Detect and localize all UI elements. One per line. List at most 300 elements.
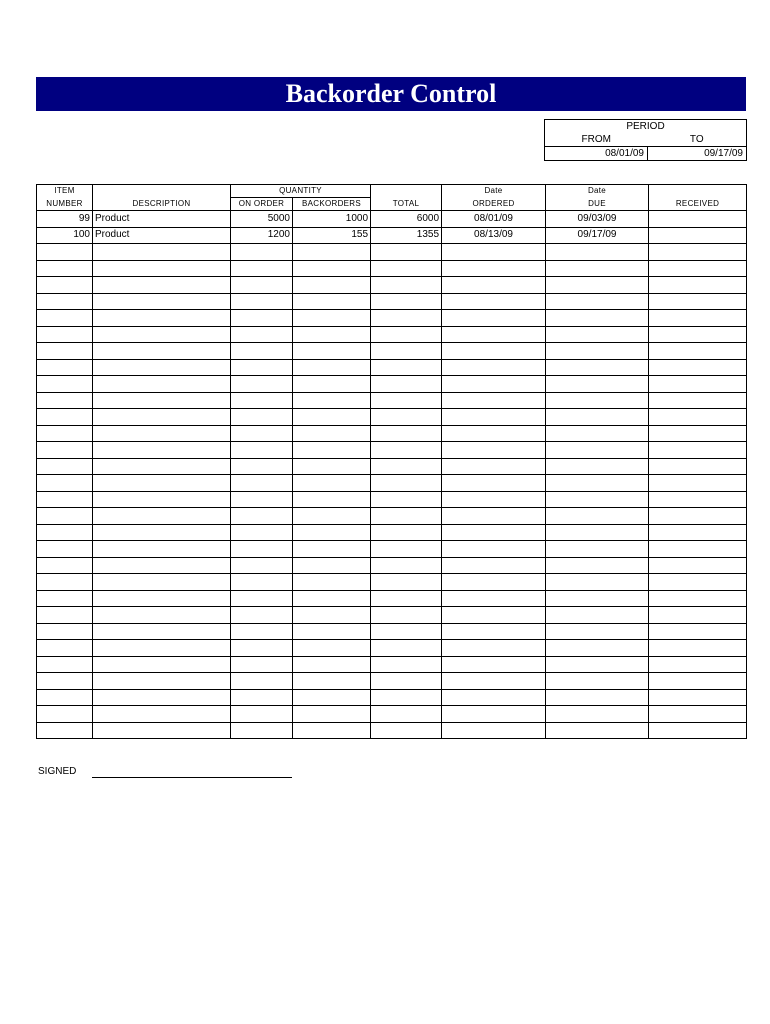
total-cell[interactable] [371,458,442,475]
due-date-cell[interactable] [546,673,649,690]
total-cell[interactable] [371,392,442,409]
empty-row [37,541,747,558]
due-date-cell[interactable] [546,376,649,393]
ordered-date-cell[interactable] [442,673,546,690]
backorders-cell[interactable] [293,343,371,360]
item-number-cell[interactable] [37,574,93,591]
ordered-date-cell[interactable] [442,524,546,541]
received-header-top [649,185,747,198]
due-date-cell[interactable] [546,326,649,343]
received-date-cell[interactable] [649,409,747,426]
ordered-date-cell[interactable] [442,392,546,409]
received-date-cell[interactable] [649,706,747,723]
total-cell[interactable] [371,656,442,673]
description-cell[interactable] [93,442,231,459]
empty-row [37,656,747,673]
backorders-cell[interactable] [293,359,371,376]
due-date-cell[interactable] [546,607,649,624]
description-cell[interactable] [93,656,231,673]
backorders-cell[interactable] [293,673,371,690]
on-order-header: ON ORDER [231,198,293,211]
item-number-cell[interactable] [37,376,93,393]
item-number-cell[interactable] [37,656,93,673]
backorders-cell[interactable] [293,722,371,739]
empty-row [37,277,747,294]
item-number-cell[interactable]: 100 [37,227,93,244]
backorders-cell[interactable] [293,409,371,426]
on-order-cell[interactable] [231,656,293,673]
backorders-cell[interactable] [293,491,371,508]
item-number-cell[interactable] [37,623,93,640]
item-number-cell[interactable] [37,722,93,739]
description-cell[interactable] [93,376,231,393]
description-cell[interactable] [93,343,231,360]
received-date-cell[interactable] [649,310,747,327]
on-order-cell[interactable]: 5000 [231,211,293,228]
due-date-cell[interactable] [546,475,649,492]
received-date-cell[interactable] [649,607,747,624]
on-order-cell[interactable] [231,425,293,442]
header-row-1 [37,185,747,198]
ordered-date-cell[interactable] [442,475,546,492]
backorders-cell[interactable] [293,277,371,294]
backorders-cell[interactable] [293,541,371,558]
on-order-cell[interactable] [231,508,293,525]
item-number-cell[interactable] [37,458,93,475]
empty-row [37,392,747,409]
total-cell[interactable] [371,425,442,442]
ordered-date-cell[interactable] [442,590,546,607]
ordered-date-cell[interactable] [442,277,546,294]
item-number-cell[interactable] [37,343,93,360]
on-order-cell[interactable] [231,293,293,310]
ordered-date-cell[interactable] [442,508,546,525]
received-date-cell[interactable] [649,277,747,294]
total-cell[interactable] [371,541,442,558]
total-cell[interactable] [371,475,442,492]
empty-row [37,722,747,739]
description-cell[interactable] [93,590,231,607]
ordered-date-cell[interactable] [442,409,546,426]
item-number-cell[interactable] [37,293,93,310]
backorders-cell[interactable] [293,392,371,409]
on-order-cell[interactable] [231,260,293,277]
backorders-cell[interactable] [293,524,371,541]
on-order-cell[interactable] [231,277,293,294]
backorders-cell[interactable] [293,425,371,442]
ordered-date-cell[interactable] [442,689,546,706]
received-date-cell[interactable] [649,211,747,228]
due-date-cell[interactable] [546,260,649,277]
received-date-cell[interactable] [649,590,747,607]
item-number-cell[interactable] [37,392,93,409]
period-label: PERIOD [545,120,747,134]
description-cell[interactable] [93,244,231,261]
due-date-cell[interactable] [546,392,649,409]
total-cell[interactable]: 1355 [371,227,442,244]
received-date-cell[interactable] [649,376,747,393]
ordered-date-cell[interactable] [442,310,546,327]
backorders-cell[interactable] [293,508,371,525]
description-cell[interactable] [93,409,231,426]
total-cell[interactable] [371,293,442,310]
on-order-cell[interactable] [231,326,293,343]
description-cell[interactable]: Product [93,227,231,244]
on-order-cell[interactable] [231,574,293,591]
ordered-date-cell[interactable] [442,706,546,723]
total-cell[interactable] [371,673,442,690]
due-date-cell[interactable] [546,359,649,376]
received-date-cell[interactable] [649,359,747,376]
total-cell[interactable] [371,722,442,739]
table-row [37,211,747,228]
total-cell[interactable] [371,277,442,294]
backorders-header: BACKORDERS [293,198,371,211]
empty-row [37,607,747,624]
due-date-cell[interactable] [546,310,649,327]
received-date-cell[interactable] [649,623,747,640]
item-number-cell[interactable] [37,475,93,492]
total-cell[interactable] [371,260,442,277]
on-order-cell[interactable] [231,524,293,541]
ordered-date-cell[interactable] [442,326,546,343]
total-header: TOTAL [371,198,442,211]
description-cell[interactable] [93,706,231,723]
item-number-cell[interactable] [37,310,93,327]
backorders-cell[interactable] [293,607,371,624]
backorders-cell[interactable] [293,656,371,673]
on-order-cell[interactable] [231,623,293,640]
on-order-cell[interactable] [231,244,293,261]
on-order-cell[interactable] [231,343,293,360]
total-cell[interactable] [371,359,442,376]
empty-row [37,376,747,393]
empty-row [37,673,747,690]
total-cell[interactable] [371,310,442,327]
description-cell[interactable] [93,541,231,558]
due-date-cell[interactable] [546,656,649,673]
on-order-cell[interactable] [231,673,293,690]
item-number-cell[interactable] [37,640,93,657]
description-cell[interactable] [93,359,231,376]
total-cell[interactable] [371,623,442,640]
total-cell[interactable] [371,590,442,607]
item-number-cell[interactable] [37,359,93,376]
on-order-cell[interactable] [231,491,293,508]
description-cell[interactable] [93,326,231,343]
item-number-cell[interactable] [37,673,93,690]
backorders-cell[interactable] [293,260,371,277]
ordered-date-cell[interactable]: 08/01/09 [442,211,546,228]
backorders-cell[interactable] [293,689,371,706]
backorders-cell[interactable] [293,557,371,574]
on-order-cell[interactable] [231,722,293,739]
total-cell[interactable] [371,244,442,261]
empty-row [37,425,747,442]
ordered-date-cell[interactable] [442,574,546,591]
ordered-date-cell[interactable] [442,607,546,624]
total-cell[interactable] [371,607,442,624]
total-cell[interactable] [371,640,442,657]
total-cell[interactable] [371,442,442,459]
backorders-cell[interactable] [293,475,371,492]
ordered-date-cell[interactable] [442,491,546,508]
backorders-cell[interactable]: 155 [293,227,371,244]
on-order-cell[interactable] [231,310,293,327]
received-date-cell[interactable] [649,458,747,475]
due-date-cell[interactable] [546,442,649,459]
description-cell[interactable] [93,277,231,294]
due-date-cell[interactable] [546,541,649,558]
total-cell[interactable] [371,574,442,591]
item-number-cell[interactable] [37,590,93,607]
item-number-cell[interactable] [37,409,93,426]
received-date-cell[interactable] [649,442,747,459]
empty-row [37,409,747,426]
empty-row [37,293,747,310]
item-number-cell[interactable] [37,706,93,723]
received-date-cell[interactable] [649,673,747,690]
received-date-cell[interactable] [649,343,747,360]
description-cell[interactable] [93,491,231,508]
received-date-cell[interactable] [649,689,747,706]
received-date-cell[interactable] [649,326,747,343]
received-date-cell[interactable] [649,640,747,657]
received-date-cell[interactable] [649,293,747,310]
backorders-cell[interactable] [293,706,371,723]
empty-row [37,244,747,261]
received-date-cell[interactable] [649,227,747,244]
total-cell[interactable] [371,689,442,706]
description-cell[interactable] [93,475,231,492]
item-number-cell[interactable] [37,689,93,706]
total-cell[interactable] [371,524,442,541]
empty-row [37,310,747,327]
empty-row [37,706,747,723]
ordered-date-cell[interactable] [442,359,546,376]
description-cell[interactable] [93,557,231,574]
on-order-cell[interactable] [231,706,293,723]
received-date-cell[interactable] [649,425,747,442]
item-number-cell[interactable] [37,326,93,343]
received-date-cell[interactable] [649,574,747,591]
total-cell[interactable] [371,508,442,525]
total-cell[interactable]: 6000 [371,211,442,228]
due-date-cell[interactable] [546,722,649,739]
item-number-cell[interactable]: 99 [37,211,93,228]
empty-row [37,491,747,508]
ordered-date-cell[interactable] [442,343,546,360]
empty-row [37,442,747,459]
item-number-cell[interactable] [37,244,93,261]
received-date-cell[interactable] [649,392,747,409]
on-order-cell[interactable] [231,442,293,459]
due-date-cell[interactable] [546,508,649,525]
description-cell[interactable] [93,722,231,739]
received-date-cell[interactable] [649,656,747,673]
on-order-cell[interactable] [231,689,293,706]
backorder-table [36,184,747,739]
description-cell[interactable] [93,574,231,591]
due-date-cell[interactable] [546,491,649,508]
due-date-cell[interactable] [546,590,649,607]
description-cell[interactable] [93,689,231,706]
total-cell[interactable] [371,491,442,508]
due-date-cell[interactable] [546,689,649,706]
on-order-cell[interactable] [231,557,293,574]
quantity-header: QUANTITY [231,185,371,198]
ordered-date-cell[interactable] [442,541,546,558]
due-date-cell[interactable] [546,458,649,475]
ordered-date-cell[interactable] [442,293,546,310]
ordered-date-cell[interactable] [442,442,546,459]
on-order-cell[interactable] [231,458,293,475]
empty-row [37,508,747,525]
backorders-cell[interactable]: 1000 [293,211,371,228]
ordered-date-cell[interactable] [442,425,546,442]
empty-row [37,524,747,541]
description-header: DESCRIPTION [93,198,231,211]
backorders-cell[interactable] [293,574,371,591]
on-order-cell[interactable] [231,409,293,426]
due-date-cell[interactable] [546,557,649,574]
due-header: DUE [546,198,649,211]
backorders-cell[interactable] [293,623,371,640]
received-date-cell[interactable] [649,508,747,525]
description-cell[interactable] [93,392,231,409]
item-number-cell[interactable] [37,425,93,442]
backorders-cell[interactable] [293,376,371,393]
description-cell[interactable] [93,310,231,327]
item-number-cell[interactable] [37,541,93,558]
description-header-top [93,185,231,198]
description-cell[interactable] [93,293,231,310]
total-cell[interactable] [371,326,442,343]
item-number-cell[interactable] [37,491,93,508]
backorders-cell[interactable] [293,326,371,343]
empty-row [37,689,747,706]
due-date-cell[interactable] [546,244,649,261]
ordered-date-cell[interactable] [442,260,546,277]
received-date-cell[interactable] [649,475,747,492]
received-date-cell[interactable] [649,260,747,277]
ordered-date-cell[interactable] [442,656,546,673]
period-from-label: FROM [545,133,648,147]
received-date-cell[interactable] [649,524,747,541]
empty-row [37,260,747,277]
received-date-cell[interactable] [649,491,747,508]
description-cell[interactable]: Product [93,211,231,228]
received-date-cell[interactable] [649,722,747,739]
item-number-cell[interactable] [37,607,93,624]
ordered-date-cell[interactable] [442,623,546,640]
item-number-cell[interactable] [37,442,93,459]
backorders-cell[interactable] [293,640,371,657]
due-date-cell[interactable] [546,640,649,657]
item-number-cell[interactable] [37,277,93,294]
ordered-date-cell[interactable] [442,640,546,657]
description-cell[interactable] [93,458,231,475]
header-row-2 [37,198,747,211]
backorders-cell[interactable] [293,293,371,310]
on-order-cell[interactable] [231,376,293,393]
due-date-cell[interactable] [546,409,649,426]
description-cell[interactable] [93,640,231,657]
on-order-cell[interactable] [231,590,293,607]
due-date-cell[interactable] [546,277,649,294]
due-date-cell[interactable] [546,425,649,442]
ordered-date-cell[interactable] [442,722,546,739]
period-from-value[interactable]: 08/01/09 [545,147,648,161]
table-row [37,227,747,244]
total-cell[interactable] [371,409,442,426]
item-number-cell[interactable] [37,260,93,277]
due-date-cell[interactable] [546,574,649,591]
due-date-cell[interactable] [546,623,649,640]
on-order-cell[interactable]: 1200 [231,227,293,244]
description-cell[interactable] [93,260,231,277]
empty-row [37,326,747,343]
due-date-cell[interactable] [546,293,649,310]
signed-label: SIGNED [38,766,77,777]
item-number-cell[interactable] [37,557,93,574]
due-date-cell[interactable]: 09/17/09 [546,227,649,244]
received-date-cell[interactable] [649,541,747,558]
due-date-cell[interactable] [546,343,649,360]
total-header-top [371,185,442,198]
description-cell[interactable] [93,508,231,525]
on-order-cell[interactable] [231,541,293,558]
on-order-cell[interactable] [231,475,293,492]
description-cell[interactable] [93,623,231,640]
ordered-date-cell[interactable] [442,458,546,475]
description-cell[interactable] [93,425,231,442]
total-cell[interactable] [371,706,442,723]
signature-line[interactable] [92,777,292,778]
empty-row [37,475,747,492]
total-cell[interactable] [371,557,442,574]
on-order-cell[interactable] [231,359,293,376]
total-cell[interactable] [371,343,442,360]
ordered-date-cell[interactable]: 08/13/09 [442,227,546,244]
on-order-cell[interactable] [231,640,293,657]
backorders-cell[interactable] [293,244,371,261]
description-cell[interactable] [93,524,231,541]
description-cell[interactable] [93,673,231,690]
backorders-cell[interactable] [293,310,371,327]
ordered-date-cell[interactable] [442,376,546,393]
description-cell[interactable] [93,607,231,624]
backorders-cell[interactable] [293,458,371,475]
ordered-date-cell[interactable] [442,557,546,574]
ordered-header: ORDERED [442,198,546,211]
received-date-cell[interactable] [649,244,747,261]
item-number-cell[interactable] [37,508,93,525]
empty-row [37,623,747,640]
period-to-value[interactable]: 09/17/09 [648,147,747,161]
on-order-cell[interactable] [231,607,293,624]
backorders-cell[interactable] [293,590,371,607]
backorders-cell[interactable] [293,442,371,459]
due-date-cell[interactable] [546,524,649,541]
received-date-cell[interactable] [649,557,747,574]
due-date-cell[interactable] [546,706,649,723]
item-number-cell[interactable] [37,524,93,541]
on-order-cell[interactable] [231,392,293,409]
ordered-date-cell[interactable] [442,244,546,261]
total-cell[interactable] [371,376,442,393]
due-date-cell[interactable]: 09/03/09 [546,211,649,228]
